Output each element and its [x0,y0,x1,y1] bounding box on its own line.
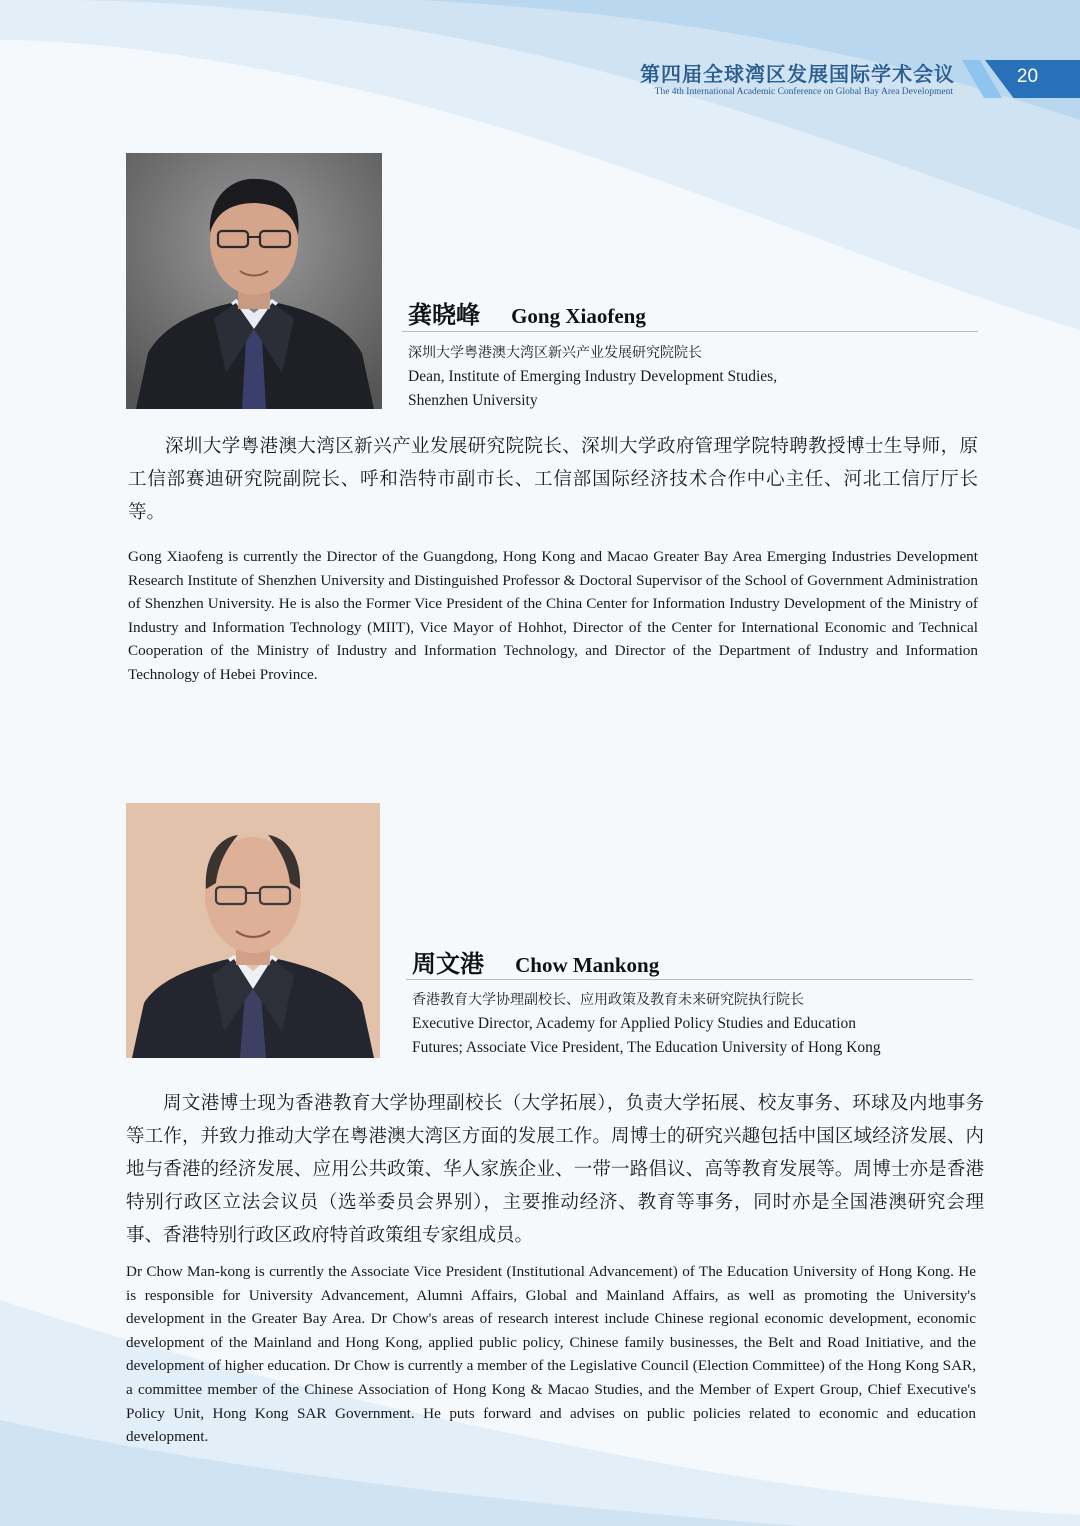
speaker-title-block [412,988,977,1060]
name-divider [402,331,978,332]
name-row [408,295,646,330]
speaker-bio-en: Dr Chow Man-kong is currently the Associate Vice President (Institutional Advancement) of The Education University of Hong Kong. He is responsible for University Advancement, Alumni Affairs, Global and Mainland Affairs, as well as promoting the University's development in the Greater Bay Area. Dr Chow's areas of research interest include Chinese regional economic development, economic development of the Mainland and Hong Kong, applied public policy, Chinese family businesses, the Belt and Road Initiative, and the development of higher education. Dr Chow is currently a member of the Legislative Council (Election Committee) of the Hong Kong SAR, a committee member of the Chinese Association of Hong Kong & Macao Studies, and the Member of Expert Group, Chief Executive's Policy Unit, Hong Kong SAR Government. He puts forward and advises on public policies related to economic and education development. [126,1263,976,1446]
speaker-name-en: Chow Mankong [515,953,660,977]
page-number: 20 [1016,66,1039,87]
page-header [0,0,1080,110]
speaker-photo [126,803,380,1058]
speaker-title-block [408,341,978,413]
speaker-title-en-line: Futures; Associate Vice President, The Education University of Hong Kong [412,1039,881,1056]
conference-title-en: The 4th International Academic Conference on Global Bay Area Development [654,87,953,97]
name-row [412,944,659,979]
speaker-title-cn: 香港教育大学协理副校长、应用政策及教育未来研究院执行院长 [412,992,804,1008]
speaker-title-en-line: Shenzhen University [408,392,538,409]
speaker-bio-en: Gong Xiaofeng is currently the Director of the Guangdong, Hong Kong and Macao Greater Bay Area Emerging Industries Development Research Institute of Shenzhen University and Distinguished Professor & Doctoral Supervisor of the School of Government Administration of Shenzhen University. He is also the Former Vice President of the China Center for Information Industry Development of the Ministry of Industry and Information Technology (MIIT), Vice Mayor of Hohhot, Director of the Center for International Economic and Technical Cooperation of the Ministry of Industry and Information Technology, and Director of the Department of Industry and Information Technology of Hebei Province. [128,548,978,683]
speaker-title-en-line: Dean, Institute of Emerging Industry Development Studies, [408,368,778,385]
speaker-bio-cn: 周文港博士现为香港教育大学协理副校长（大学拓展），负责大学拓展、校友事务、环球及内地事务等工作，并致力推动大学在粤港澳大湾区方面的发展工作。周博士的研究兴趣包括中国区域经济发展、内地与香港的经济发展、应用公共政策、华人家族企业、一带一路倡议、高等教育发展等。周博士亦是香港特别行政区立法会议员（选举委员会界别），主要推动经济、教育等事务，同时亦是全国港澳研究会理事、香港特别行政区政府特首政策组专家组成员。 [126,1093,984,1246]
speaker-name-cn: 周文港 [412,950,484,978]
speaker-name-en: Gong Xiaofeng [511,304,646,328]
speaker-name-cn: 龚晓峰 [408,301,480,329]
speaker-bio-cn: 深圳大学粤港澳大湾区新兴产业发展研究院院长、深圳大学政府管理学院特聘教授博士生导师，原工信部赛迪研究院副院长、呼和浩特市副市长、工信部国际经济技术合作中心主任、河北工信厅厅长等。 [128,436,978,523]
speaker-photo [126,153,382,409]
speaker-title-en-line: Executive Director, Academy for Applied Policy Studies and Education [412,1015,857,1032]
name-divider [406,979,973,980]
speaker-title-cn: 深圳大学粤港澳大湾区新兴产业发展研究院院长 [408,345,702,361]
conference-title-cn: 第四届全球湾区发展国际学术会议 [640,62,955,86]
